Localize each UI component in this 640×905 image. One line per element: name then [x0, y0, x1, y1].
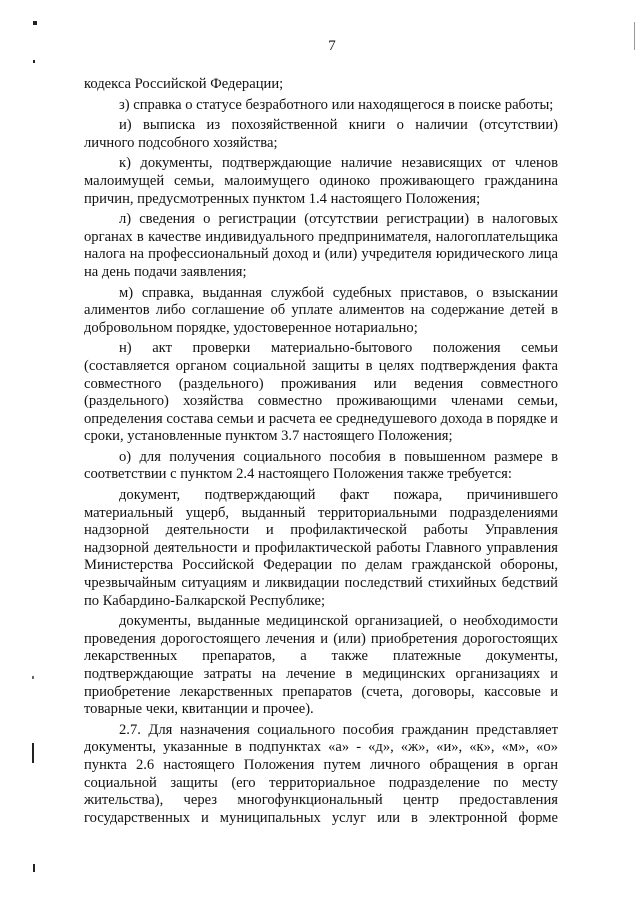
paragraph-n: н) акт проверки материально-бытового положения семьи (составляется органом социальной защиты в целях подтверждения факта совместного (раздельного) проживания или ведения совместного (раздельного) хозяйства совместно проживающими членами семьи, определения состава семьи и расчета ее среднедушевого дохода в порядке и сроки, установленные пунктом 3.7 настоящего Положения;: [84, 340, 558, 445]
scan-mark-top-left: [33, 21, 37, 25]
paragraph-medical-documents: документы, выданные медицинской организацией, о необходимости проведения дорогостоящего лечения и (или) приобретения дорогостоящих лекарственных препаратов, а также платежные документы, подтверждающие затраты на лечение в медицинских организациях и приобретение лекарственных препаратов (счета, договоры, кассовые и товарные чеки, квитанции и прочее).: [84, 613, 558, 718]
paragraph-k: к) документы, подтверждающие наличие независящих от членов малоимущей семьи, малоимущего одиноко проживающего гражданина причин, предусмотренных пунктом 1.4 настоящего Положения;: [84, 155, 558, 207]
scan-mark-left-small: [33, 60, 35, 63]
paragraph-o: о) для получения социального пособия в повышенном размере в соответствии с пунктом 2.4 настоящего Положения также требуется:: [84, 448, 558, 483]
scan-mark-bottom-left: [33, 864, 35, 872]
paragraph-2-7: 2.7. Для назначения социального пособия гражданин представляет документы, указанные в подпунктах «а» - «д», «ж», «и», «к», «м», «о» пункта 2.6 настоящего Положения путем личного обращения в орган социальной защиты (его территориальное подразделение по месту жительства), через многофункциональный центр предоставления государственных и муниципальных услуг или в электронной форме: [84, 721, 558, 826]
paragraph-fire-document: документ, подтверждающий факт пожара, причинившего материальный ущерб, выданный территориальными подразделениями надзорной деятельности и профилактической работы Управления надзорной деятельности и профилактической работы Главного управления Министерства Российской Федерации по делам гражданской обороны, чрезвычайным ситуациям и ликвидации последствий стихийных бедствий по Кабардино-Балкарской Республике;: [84, 487, 558, 609]
document-body: [84, 76, 558, 827]
paragraph-l: л) сведения о регистрации (отсутствии регистрации) в налоговых органах в качестве индивидуального предпринимателя, налогоплательщика налога на профессиональный доход и (или) учредителя юридического лица на день подачи заявления;: [84, 211, 558, 280]
paragraph-kodeks: кодекса Российской Федерации;: [84, 76, 284, 92]
paragraph-i: и) выписка из похозяйственной книги о наличии (отсутствии) личного подсобного хозяйства;: [84, 117, 558, 151]
scan-mark-left-bar: [32, 743, 34, 763]
paragraph-z: з) справка о статусе безработного или находящегося в поиске работы;: [119, 96, 554, 113]
scan-mark-left-dot: [32, 676, 34, 679]
scan-mark-right-edge: [634, 22, 635, 50]
paragraph-m: м) справка, выданная службой судебных приставов, о взыскании алиментов либо соглашение об уплате алиментов на содержание детей в добровольном порядке, удостоверенное нотариально;: [84, 284, 558, 336]
page-number: 7: [328, 38, 336, 54]
